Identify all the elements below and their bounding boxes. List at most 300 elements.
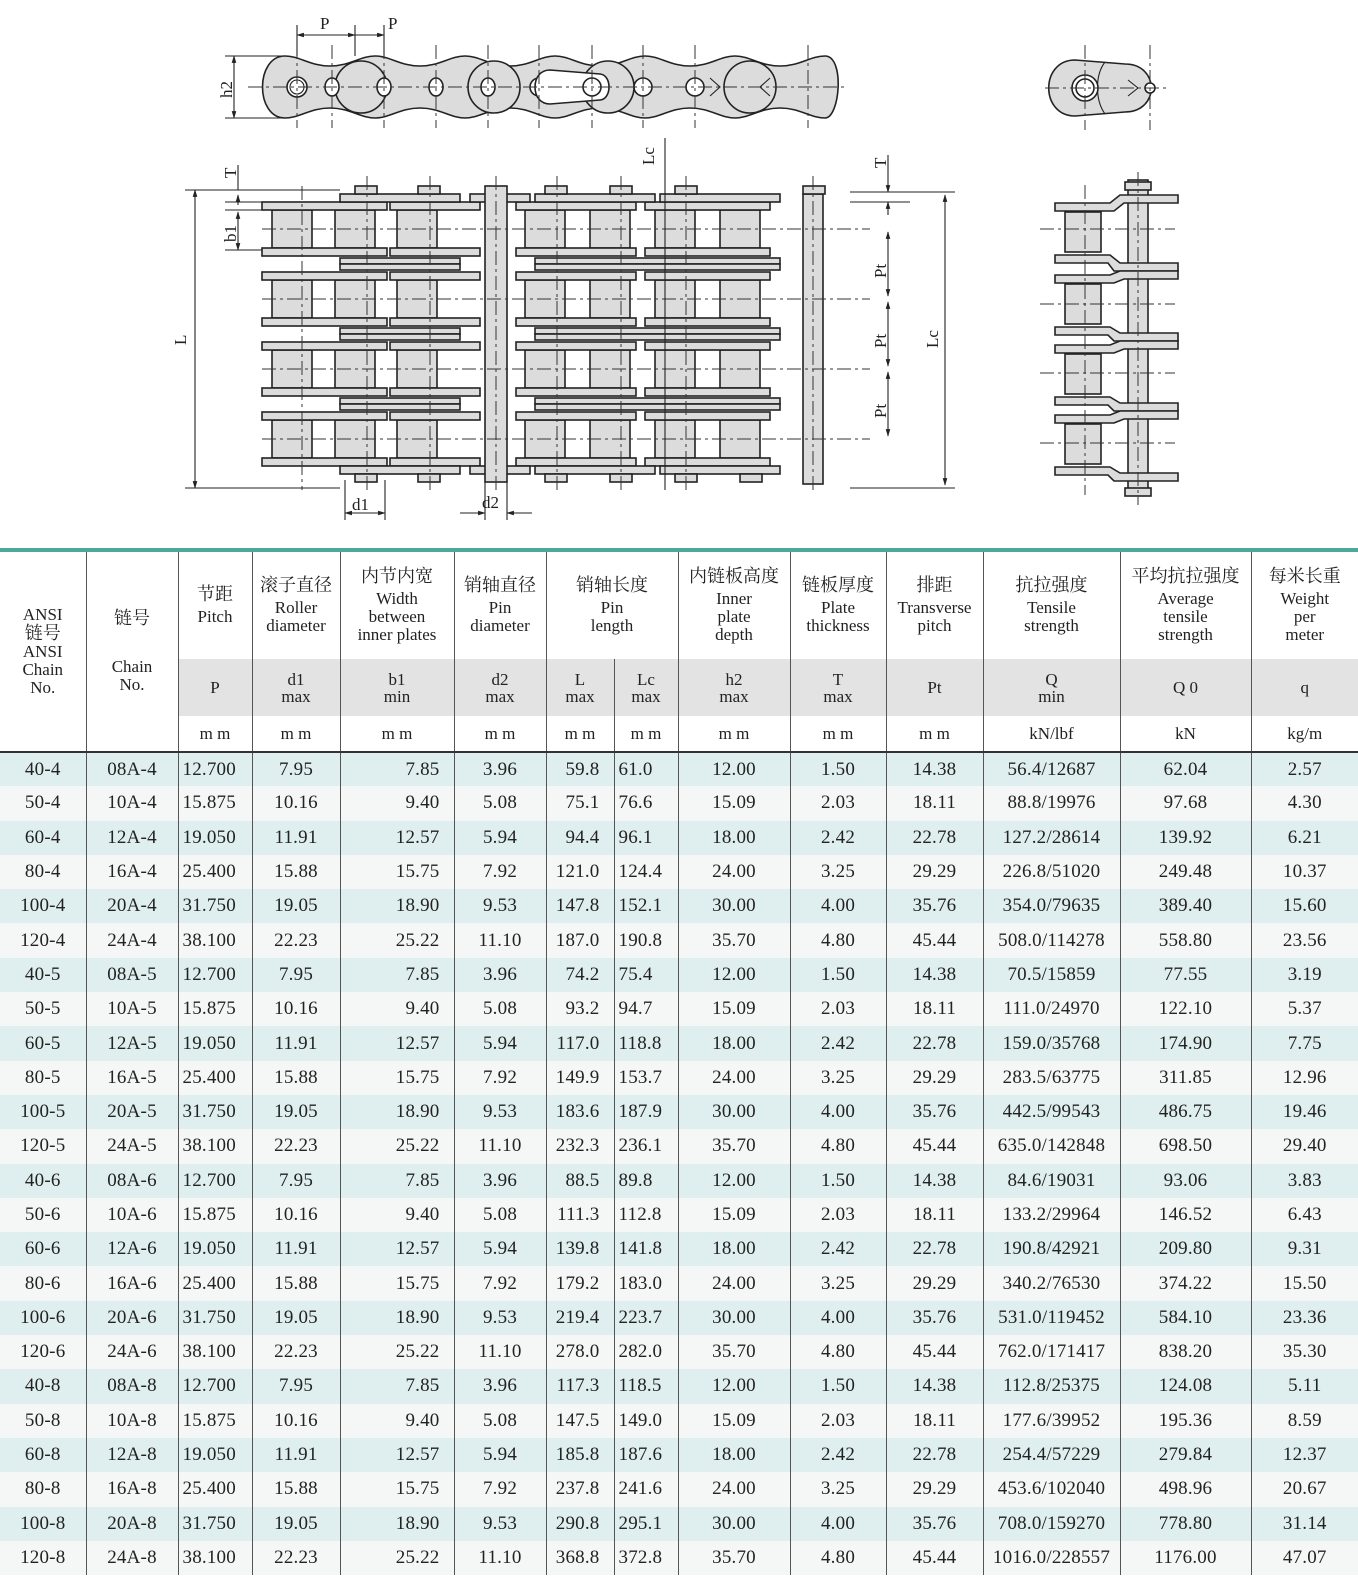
cell-ansi-chain-no: 120-5 (0, 1129, 86, 1163)
cell-ansi-chain-no: 50-8 (0, 1404, 86, 1438)
table-row (0, 752, 1358, 786)
cell-average-tensile-strength: 174.90 (1120, 1026, 1251, 1060)
cell-plate-thickness: 4.80 (790, 1541, 886, 1575)
cell-weight-per-meter: 6.43 (1251, 1198, 1358, 1232)
table-row (0, 1335, 1358, 1369)
col-header-pin-diameter: 销轴直径 Pin diameter (454, 550, 546, 659)
cell-plate-thickness: 4.00 (790, 1301, 886, 1335)
cell-inner-width: 25.22 (340, 1129, 454, 1163)
cell-pin-length-Lc: 112.8 (614, 1198, 678, 1232)
cell-roller-diameter: 19.05 (252, 1507, 340, 1541)
cell-tensile-strength: 127.2/28614 (983, 821, 1120, 855)
cell-transverse-pitch: 18.11 (886, 992, 983, 1026)
cell-pin-length-L: 117.3 (546, 1369, 614, 1403)
cell-roller-diameter: 22.23 (252, 1129, 340, 1163)
col-header-chain-no: 链号 Chain No. (86, 550, 178, 752)
cell-chain-no: 10A-4 (86, 786, 178, 820)
cell-plate-thickness: 1.50 (790, 752, 886, 786)
cell-ansi-chain-no: 100-4 (0, 889, 86, 923)
cell-transverse-pitch: 45.44 (886, 1335, 983, 1369)
cell-weight-per-meter: 15.60 (1251, 889, 1358, 923)
cell-plate-thickness: 4.00 (790, 889, 886, 923)
cell-pitch: 31.750 (178, 889, 252, 923)
cell-inner-width: 18.90 (340, 1301, 454, 1335)
cell-plate-thickness: 2.42 (790, 821, 886, 855)
cell-chain-no: 08A-8 (86, 1369, 178, 1403)
cell-pin-diameter: 5.94 (454, 1438, 546, 1472)
unit-P: m m (178, 716, 252, 752)
cell-plate-thickness: 1.50 (790, 958, 886, 992)
header-row-names (0, 550, 1358, 659)
unit-Q: kN/lbf (983, 716, 1120, 752)
cell-roller-diameter: 15.88 (252, 855, 340, 889)
cell-ansi-chain-no: 50-5 (0, 992, 86, 1026)
cell-transverse-pitch: 29.29 (886, 1266, 983, 1300)
cell-ansi-chain-no: 80-5 (0, 1061, 86, 1095)
col-header-transverse-pitch: 排距 Transverse pitch (886, 550, 983, 659)
cell-pitch: 19.050 (178, 1232, 252, 1266)
cell-inner-width: 25.22 (340, 1335, 454, 1369)
cell-weight-per-meter: 23.36 (1251, 1301, 1358, 1335)
sym-d2: d2 max (454, 659, 546, 716)
cell-tensile-strength: 226.8/51020 (983, 855, 1120, 889)
cell-inner-width: 12.57 (340, 821, 454, 855)
unit-T: m m (790, 716, 886, 752)
cell-average-tensile-strength: 195.36 (1120, 1404, 1251, 1438)
end-view-link (1045, 45, 1170, 130)
cell-average-tensile-strength: 77.55 (1120, 958, 1251, 992)
cell-roller-diameter: 7.95 (252, 752, 340, 786)
cell-inner-plate-depth: 18.00 (678, 1438, 790, 1472)
cell-inner-plate-depth: 35.70 (678, 1541, 790, 1575)
cell-plate-thickness: 4.80 (790, 923, 886, 957)
cell-inner-width: 15.75 (340, 1266, 454, 1300)
unit-L: m m (546, 716, 614, 752)
cell-roller-diameter: 11.91 (252, 821, 340, 855)
cell-inner-width: 12.57 (340, 1026, 454, 1060)
cell-inner-width: 15.75 (340, 1061, 454, 1095)
cell-pitch: 12.700 (178, 752, 252, 786)
cell-pitch: 31.750 (178, 1507, 252, 1541)
cell-pitch: 25.400 (178, 1061, 252, 1095)
cell-roller-diameter: 7.95 (252, 958, 340, 992)
cell-ansi-chain-no: 100-8 (0, 1507, 86, 1541)
table-row (0, 1026, 1358, 1060)
cell-pin-length-Lc: 241.6 (614, 1472, 678, 1506)
cell-pin-length-L: 278.0 (546, 1335, 614, 1369)
cell-pitch: 38.100 (178, 1541, 252, 1575)
cell-plate-thickness: 1.50 (790, 1164, 886, 1198)
table-row (0, 992, 1358, 1026)
col-header-roller-diameter: 滚子直径 Roller diameter (252, 550, 340, 659)
cell-pin-diameter: 5.94 (454, 1026, 546, 1060)
table-row (0, 1232, 1358, 1266)
cell-transverse-pitch: 45.44 (886, 1541, 983, 1575)
sym-P: P (178, 659, 252, 716)
cell-inner-width: 18.90 (340, 1095, 454, 1129)
cell-chain-no: 08A-4 (86, 752, 178, 786)
L-label: L (171, 334, 190, 345)
cell-average-tensile-strength: 139.92 (1120, 821, 1251, 855)
cell-pin-diameter: 11.10 (454, 1129, 546, 1163)
cell-pitch: 15.875 (178, 992, 252, 1026)
cell-transverse-pitch: 14.38 (886, 958, 983, 992)
cell-pin-diameter: 7.92 (454, 1266, 546, 1300)
cell-ansi-chain-no: 100-6 (0, 1301, 86, 1335)
cell-pin-diameter: 11.10 (454, 923, 546, 957)
cell-inner-width: 25.22 (340, 1541, 454, 1575)
cell-pin-length-L: 94.4 (546, 821, 614, 855)
table-row (0, 1198, 1358, 1232)
cell-pin-length-Lc: 149.0 (614, 1404, 678, 1438)
cell-average-tensile-strength: 778.80 (1120, 1507, 1251, 1541)
table-row (0, 1404, 1358, 1438)
cell-chain-no: 24A-4 (86, 923, 178, 957)
table-row (0, 1438, 1358, 1472)
cell-pin-diameter: 7.92 (454, 1061, 546, 1095)
cell-roller-diameter: 22.23 (252, 1335, 340, 1369)
unit-q: kg/m (1251, 716, 1358, 752)
cell-inner-plate-depth: 12.00 (678, 752, 790, 786)
header-row-units (0, 716, 1358, 752)
cell-tensile-strength: 635.0/142848 (983, 1129, 1120, 1163)
col-header-inner-width: 内节内宽 Width between inner plates (340, 550, 454, 659)
cell-plate-thickness: 2.03 (790, 786, 886, 820)
cell-weight-per-meter: 29.40 (1251, 1129, 1358, 1163)
cell-roller-diameter: 22.23 (252, 923, 340, 957)
cell-inner-plate-depth: 30.00 (678, 1095, 790, 1129)
cell-transverse-pitch: 14.38 (886, 752, 983, 786)
cell-pitch: 15.875 (178, 1404, 252, 1438)
cell-average-tensile-strength: 558.80 (1120, 923, 1251, 957)
cell-ansi-chain-no: 60-4 (0, 821, 86, 855)
cell-weight-per-meter: 3.83 (1251, 1164, 1358, 1198)
cell-ansi-chain-no: 40-5 (0, 958, 86, 992)
cell-weight-per-meter: 10.37 (1251, 855, 1358, 889)
cell-weight-per-meter: 5.11 (1251, 1369, 1358, 1403)
cell-pin-diameter: 9.53 (454, 1507, 546, 1541)
cell-chain-no: 24A-6 (86, 1335, 178, 1369)
cell-roller-diameter: 15.88 (252, 1472, 340, 1506)
cell-ansi-chain-no: 60-6 (0, 1232, 86, 1266)
sym-Q: Q min (983, 659, 1120, 716)
cell-inner-width: 7.85 (340, 1369, 454, 1403)
cell-inner-width: 9.40 (340, 786, 454, 820)
cell-tensile-strength: 508.0/114278 (983, 923, 1120, 957)
table-row (0, 786, 1358, 820)
col-header-inner-plate-depth: 内链板高度 Inner plate depth (678, 550, 790, 659)
cell-inner-width: 25.22 (340, 923, 454, 957)
cell-pin-length-L: 59.8 (546, 752, 614, 786)
cell-weight-per-meter: 47.07 (1251, 1541, 1358, 1575)
cell-pitch: 25.400 (178, 855, 252, 889)
cell-pitch: 19.050 (178, 1026, 252, 1060)
pitch-label-2: P (388, 14, 398, 33)
cell-tensile-strength: 133.2/29964 (983, 1198, 1120, 1232)
cell-weight-per-meter: 12.37 (1251, 1438, 1358, 1472)
cell-tensile-strength: 354.0/79635 (983, 889, 1120, 923)
table-row (0, 1472, 1358, 1506)
table-row (0, 1541, 1358, 1575)
table-row (0, 1266, 1358, 1300)
cell-pin-length-L: 232.3 (546, 1129, 614, 1163)
cell-plate-thickness: 2.03 (790, 992, 886, 1026)
cell-pin-length-Lc: 190.8 (614, 923, 678, 957)
side-view-chain (217, 14, 845, 128)
unit-d1: m m (252, 716, 340, 752)
cell-inner-width: 7.85 (340, 958, 454, 992)
cell-inner-plate-depth: 18.00 (678, 821, 790, 855)
cell-weight-per-meter: 23.56 (1251, 923, 1358, 957)
cell-pin-length-Lc: 282.0 (614, 1335, 678, 1369)
cell-roller-diameter: 19.05 (252, 1095, 340, 1129)
cell-inner-width: 7.85 (340, 752, 454, 786)
cell-pin-length-Lc: 89.8 (614, 1164, 678, 1198)
cell-roller-diameter: 19.05 (252, 1301, 340, 1335)
cell-pitch: 12.700 (178, 958, 252, 992)
cell-pin-length-Lc: 236.1 (614, 1129, 678, 1163)
cell-pin-diameter: 3.96 (454, 958, 546, 992)
cell-plate-thickness: 3.25 (790, 855, 886, 889)
cell-plate-thickness: 4.80 (790, 1129, 886, 1163)
cell-transverse-pitch: 22.78 (886, 821, 983, 855)
sym-T: T max (790, 659, 886, 716)
cell-pitch: 12.700 (178, 1164, 252, 1198)
cell-pitch: 31.750 (178, 1095, 252, 1129)
cell-plate-thickness: 2.42 (790, 1438, 886, 1472)
cell-weight-per-meter: 8.59 (1251, 1404, 1358, 1438)
cell-average-tensile-strength: 374.22 (1120, 1266, 1251, 1300)
cell-weight-per-meter: 20.67 (1251, 1472, 1358, 1506)
cell-chain-no: 20A-6 (86, 1301, 178, 1335)
cell-pin-length-Lc: 372.8 (614, 1541, 678, 1575)
cell-pin-diameter: 7.92 (454, 855, 546, 889)
cell-pin-diameter: 5.08 (454, 1404, 546, 1438)
Lc-label-top: Lc (639, 147, 658, 165)
cell-ansi-chain-no: 40-4 (0, 752, 86, 786)
cell-roller-diameter: 15.88 (252, 1061, 340, 1095)
unit-b1: m m (340, 716, 454, 752)
cell-transverse-pitch: 45.44 (886, 923, 983, 957)
h2-label: h2 (217, 81, 236, 98)
cell-pitch: 38.100 (178, 1335, 252, 1369)
cell-inner-plate-depth: 18.00 (678, 1232, 790, 1266)
cell-average-tensile-strength: 93.06 (1120, 1164, 1251, 1198)
Pt-label-3: Pt (871, 403, 890, 418)
cell-tensile-strength: 190.8/42921 (983, 1232, 1120, 1266)
cell-average-tensile-strength: 146.52 (1120, 1198, 1251, 1232)
cell-chain-no: 12A-4 (86, 821, 178, 855)
cell-pin-length-L: 74.2 (546, 958, 614, 992)
col-header-tensile-strength: 抗拉强度 Tensile strength (983, 550, 1120, 659)
cell-pin-diameter: 9.53 (454, 1095, 546, 1129)
cell-tensile-strength: 442.5/99543 (983, 1095, 1120, 1129)
cell-ansi-chain-no: 80-8 (0, 1472, 86, 1506)
cell-inner-plate-depth: 15.09 (678, 1198, 790, 1232)
cell-chain-no: 10A-6 (86, 1198, 178, 1232)
cell-pin-diameter: 7.92 (454, 1472, 546, 1506)
col-header-pin-length: 销轴长度 Pin length (546, 550, 678, 659)
cell-average-tensile-strength: 389.40 (1120, 889, 1251, 923)
cell-transverse-pitch: 22.78 (886, 1026, 983, 1060)
cell-transverse-pitch: 29.29 (886, 1061, 983, 1095)
cell-average-tensile-strength: 698.50 (1120, 1129, 1251, 1163)
cell-transverse-pitch: 18.11 (886, 1198, 983, 1232)
cell-roller-diameter: 11.91 (252, 1438, 340, 1472)
cell-chain-no: 16A-8 (86, 1472, 178, 1506)
cell-average-tensile-strength: 249.48 (1120, 855, 1251, 889)
table-row (0, 821, 1358, 855)
cell-pin-diameter: 5.08 (454, 992, 546, 1026)
cell-pin-length-Lc: 295.1 (614, 1507, 678, 1541)
d1-label: d1 (352, 495, 369, 514)
cell-plate-thickness: 3.25 (790, 1266, 886, 1300)
cell-chain-no: 08A-6 (86, 1164, 178, 1198)
cell-pin-length-Lc: 96.1 (614, 821, 678, 855)
cell-pin-length-L: 75.1 (546, 786, 614, 820)
sym-d1: d1 max (252, 659, 340, 716)
cell-inner-width: 15.75 (340, 1472, 454, 1506)
cell-chain-no: 24A-5 (86, 1129, 178, 1163)
cell-pin-diameter: 3.96 (454, 1164, 546, 1198)
cell-weight-per-meter: 31.14 (1251, 1507, 1358, 1541)
cell-pin-length-Lc: 141.8 (614, 1232, 678, 1266)
cell-transverse-pitch: 45.44 (886, 1129, 983, 1163)
unit-h2: m m (678, 716, 790, 752)
cell-average-tensile-strength: 486.75 (1120, 1095, 1251, 1129)
unit-Q0: kN (1120, 716, 1251, 752)
cell-ansi-chain-no: 120-6 (0, 1335, 86, 1369)
cell-chain-no: 10A-5 (86, 992, 178, 1026)
cell-pin-length-L: 187.0 (546, 923, 614, 957)
cell-inner-plate-depth: 30.00 (678, 889, 790, 923)
cell-inner-plate-depth: 35.70 (678, 1335, 790, 1369)
cell-pin-length-L: 93.2 (546, 992, 614, 1026)
sym-h2: h2 max (678, 659, 790, 716)
cell-pitch: 38.100 (178, 923, 252, 957)
cell-pin-diameter: 3.96 (454, 752, 546, 786)
cell-weight-per-meter: 4.30 (1251, 786, 1358, 820)
cell-average-tensile-strength: 311.85 (1120, 1061, 1251, 1095)
cell-transverse-pitch: 35.76 (886, 889, 983, 923)
cell-weight-per-meter: 15.50 (1251, 1266, 1358, 1300)
cell-pitch: 15.875 (178, 786, 252, 820)
cell-pitch: 19.050 (178, 1438, 252, 1472)
cell-weight-per-meter: 7.75 (1251, 1026, 1358, 1060)
cell-plate-thickness: 2.03 (790, 1404, 886, 1438)
cell-transverse-pitch: 14.38 (886, 1164, 983, 1198)
cell-tensile-strength: 70.5/15859 (983, 958, 1120, 992)
Pt-label-2: Pt (871, 333, 890, 348)
col-header-plate-thickness: 链板厚度 Plate thickness (790, 550, 886, 659)
cell-plate-thickness: 4.00 (790, 1507, 886, 1541)
cell-inner-plate-depth: 24.00 (678, 855, 790, 889)
cell-pin-length-L: 88.5 (546, 1164, 614, 1198)
col-header-weight-per-meter: 每米长重 Weight per meter (1251, 550, 1358, 659)
cell-pin-length-L: 290.8 (546, 1507, 614, 1541)
cell-chain-no: 20A-4 (86, 889, 178, 923)
cell-pin-length-Lc: 124.4 (614, 855, 678, 889)
d2-label: d2 (482, 493, 499, 512)
table-row (0, 1369, 1358, 1403)
sym-q: q (1251, 659, 1358, 716)
table-row (0, 1129, 1358, 1163)
cell-transverse-pitch: 18.11 (886, 1404, 983, 1438)
cell-weight-per-meter: 19.46 (1251, 1095, 1358, 1129)
cell-chain-no: 20A-5 (86, 1095, 178, 1129)
cell-tensile-strength: 283.5/63775 (983, 1061, 1120, 1095)
cell-inner-plate-depth: 18.00 (678, 1026, 790, 1060)
cell-pin-length-L: 111.3 (546, 1198, 614, 1232)
cell-inner-width: 12.57 (340, 1232, 454, 1266)
cell-pin-length-L: 183.6 (546, 1095, 614, 1129)
cell-roller-diameter: 19.05 (252, 889, 340, 923)
cell-pin-diameter: 11.10 (454, 1335, 546, 1369)
cell-pin-diameter: 3.96 (454, 1369, 546, 1403)
cell-weight-per-meter: 9.31 (1251, 1232, 1358, 1266)
cell-average-tensile-strength: 279.84 (1120, 1438, 1251, 1472)
cell-tensile-strength: 340.2/76530 (983, 1266, 1120, 1300)
cell-inner-plate-depth: 24.00 (678, 1266, 790, 1300)
cell-inner-width: 9.40 (340, 992, 454, 1026)
cell-average-tensile-strength: 122.10 (1120, 992, 1251, 1026)
cell-plate-thickness: 4.80 (790, 1335, 886, 1369)
table-row (0, 1507, 1358, 1541)
cell-transverse-pitch: 18.11 (886, 786, 983, 820)
cell-ansi-chain-no: 100-5 (0, 1095, 86, 1129)
cell-inner-plate-depth: 12.00 (678, 1369, 790, 1403)
table-row (0, 1061, 1358, 1095)
cell-pin-length-Lc: 118.8 (614, 1026, 678, 1060)
cell-tensile-strength: 177.6/39952 (983, 1404, 1120, 1438)
col-header-pitch: 节距 Pitch (178, 550, 252, 659)
cell-inner-width: 9.40 (340, 1198, 454, 1232)
cell-pin-length-L: 179.2 (546, 1266, 614, 1300)
cell-pin-length-L: 237.8 (546, 1472, 614, 1506)
cell-pitch: 38.100 (178, 1129, 252, 1163)
cell-tensile-strength: 1016.0/228557 (983, 1541, 1120, 1575)
table-row (0, 1164, 1358, 1198)
table-row (0, 923, 1358, 957)
cell-pin-length-Lc: 152.1 (614, 889, 678, 923)
cell-plate-thickness: 2.42 (790, 1026, 886, 1060)
cell-transverse-pitch: 35.76 (886, 1507, 983, 1541)
cell-pin-length-Lc: 61.0 (614, 752, 678, 786)
cell-chain-no: 16A-4 (86, 855, 178, 889)
table-body (0, 752, 1358, 1575)
cell-pin-length-L: 149.9 (546, 1061, 614, 1095)
b1-label: b1 (221, 225, 240, 242)
cell-pitch: 12.700 (178, 1369, 252, 1403)
chain-spec-table (0, 548, 1358, 1575)
cell-tensile-strength: 88.8/19976 (983, 786, 1120, 820)
cell-ansi-chain-no: 60-8 (0, 1438, 86, 1472)
cell-average-tensile-strength: 97.68 (1120, 786, 1251, 820)
cell-pin-diameter: 5.94 (454, 1232, 546, 1266)
pitch-label: P (320, 14, 330, 33)
cell-average-tensile-strength: 498.96 (1120, 1472, 1251, 1506)
cell-pitch: 31.750 (178, 1301, 252, 1335)
cell-inner-plate-depth: 12.00 (678, 1164, 790, 1198)
cell-plate-thickness: 3.25 (790, 1472, 886, 1506)
cell-roller-diameter: 15.88 (252, 1266, 340, 1300)
cell-ansi-chain-no: 80-6 (0, 1266, 86, 1300)
cell-tensile-strength: 159.0/35768 (983, 1026, 1120, 1060)
cell-pin-length-L: 121.0 (546, 855, 614, 889)
cell-chain-no: 24A-8 (86, 1541, 178, 1575)
header-row-symbols (0, 659, 1358, 716)
cell-pitch: 25.400 (178, 1266, 252, 1300)
